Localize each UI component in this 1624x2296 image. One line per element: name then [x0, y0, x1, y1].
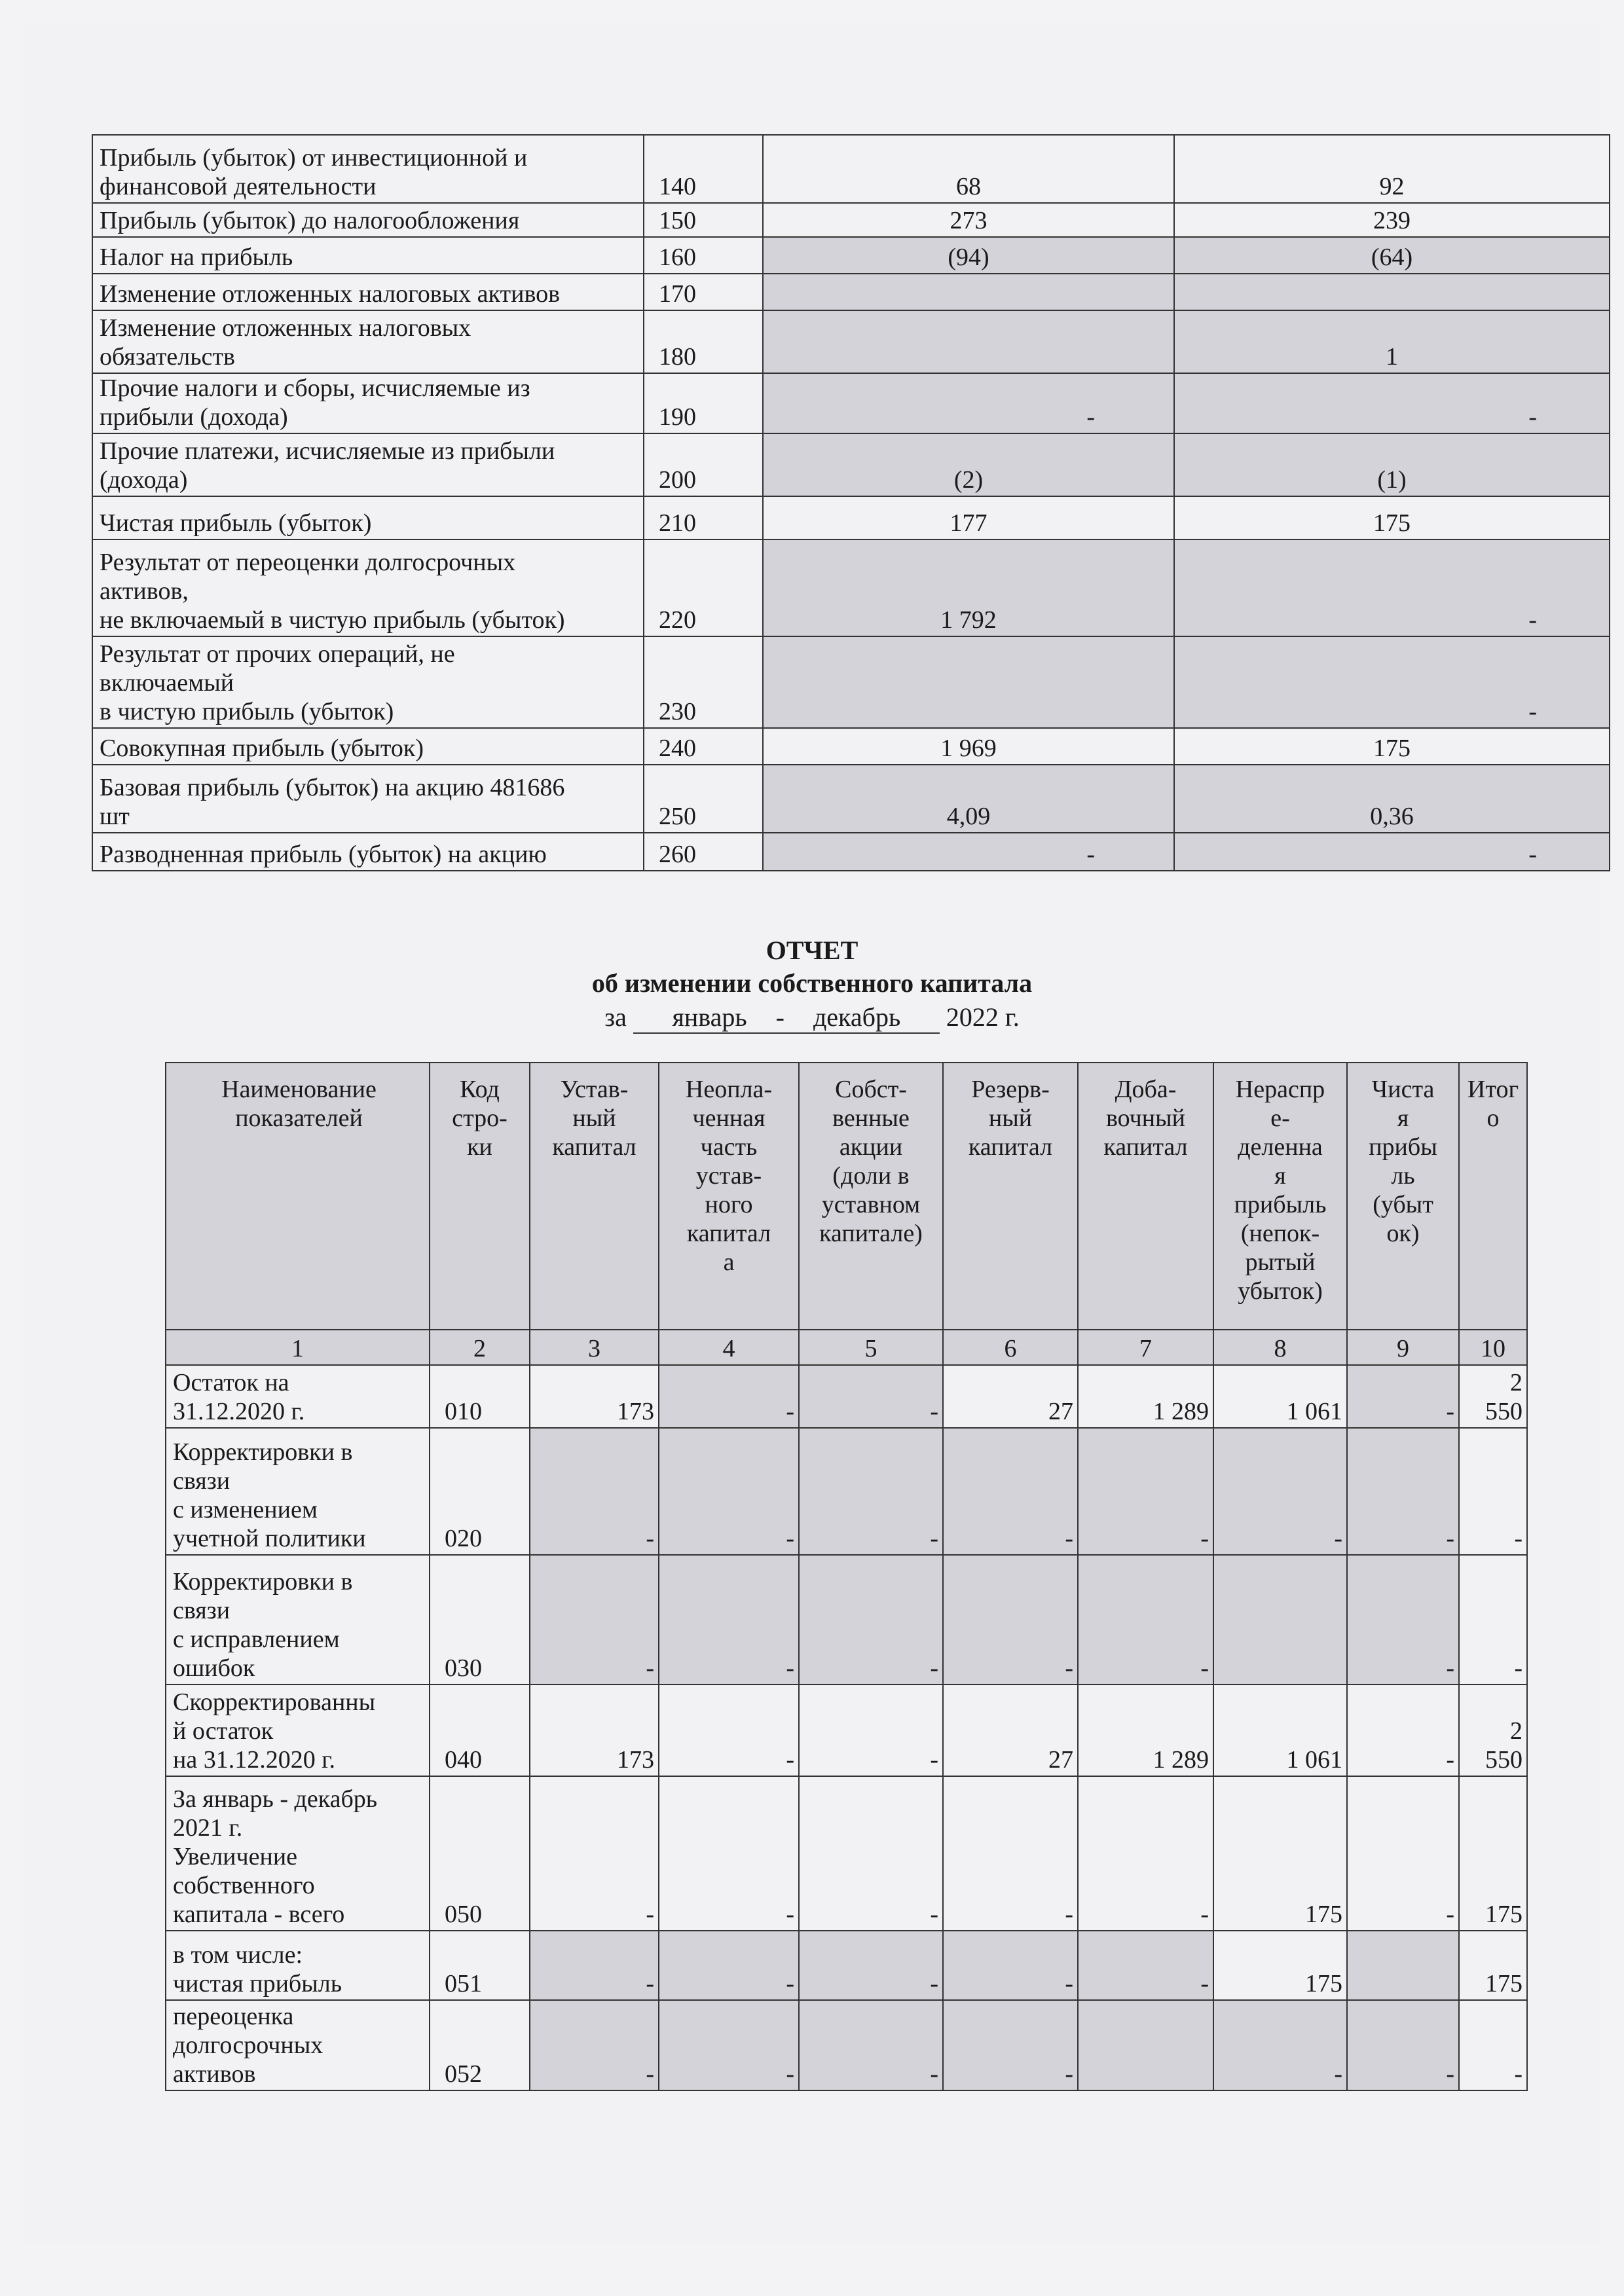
equity-row	[166, 1365, 1527, 1428]
row-value: -	[799, 1931, 943, 2000]
row-value: -	[799, 1776, 943, 1931]
row-value: -	[530, 1428, 659, 1555]
row-value: -	[943, 1428, 1078, 1555]
column-header: Наименование показателей	[166, 1063, 430, 1330]
row-value: -	[659, 1555, 799, 1685]
period-sep: -	[775, 1002, 784, 1032]
equity-header-row	[166, 1063, 1527, 1330]
income-row	[92, 833, 1610, 871]
row-name: Прибыль (убыток) от инвестиционной и финансовой деятельности	[92, 135, 644, 203]
value-previous-year: 0,36	[1174, 765, 1610, 833]
row-value: 175	[1213, 1776, 1347, 1931]
value-current-year	[763, 310, 1174, 373]
row-value: -	[1459, 1555, 1527, 1685]
income-row	[92, 373, 1610, 433]
row-value: 1 289	[1078, 1365, 1213, 1428]
row-code: 220	[644, 539, 763, 636]
column-number: 7	[1078, 1330, 1213, 1365]
income-row	[92, 496, 1610, 539]
column-number: 4	[659, 1330, 799, 1365]
row-value: -	[1459, 2000, 1527, 2090]
value-previous-year: 175	[1174, 728, 1610, 765]
row-value: -	[1213, 1428, 1347, 1555]
column-header: Устав- ный капитал	[530, 1063, 659, 1330]
row-value: -	[659, 2000, 799, 2090]
period-prefix: за	[604, 1002, 627, 1032]
row-name: Изменение отложенных налоговых активов	[92, 274, 644, 310]
period-to: декабрь	[813, 1002, 901, 1032]
income-row	[92, 728, 1610, 765]
row-value: -	[1347, 1776, 1459, 1931]
value-previous-year: 175	[1174, 496, 1610, 539]
row-value: 27	[943, 1685, 1078, 1776]
value-current-year: (2)	[763, 433, 1174, 496]
row-value: -	[943, 2000, 1078, 2090]
row-name: Результат от переоценки долгосрочных активов, не включаемый в чистую прибыль (убыток)	[92, 539, 644, 636]
row-name: Изменение отложенных налоговых обязательств	[92, 310, 644, 373]
equity-row	[166, 1685, 1527, 1776]
row-name: Остаток на 31.12.2020 г.	[166, 1365, 430, 1428]
column-header: Нераспр е- деленна я прибыль (непок- рытый убыток)	[1213, 1063, 1347, 1330]
column-header: Доба- вочный капитал	[1078, 1063, 1213, 1330]
row-value: -	[1078, 1555, 1213, 1685]
row-value: -	[659, 1365, 799, 1428]
row-value: -	[799, 1555, 943, 1685]
row-code: 260	[644, 833, 763, 871]
value-current-year: -	[763, 373, 1174, 433]
value-current-year	[763, 274, 1174, 310]
row-code: 010	[430, 1365, 530, 1428]
row-name: Прибыль (убыток) до налогообложения	[92, 203, 644, 237]
column-number: 9	[1347, 1330, 1459, 1365]
value-current-year: 4,09	[763, 765, 1174, 833]
row-name: в том числе: чистая прибыль	[166, 1931, 430, 2000]
row-code: 180	[644, 310, 763, 373]
row-value: -	[659, 1931, 799, 2000]
column-number: 8	[1213, 1330, 1347, 1365]
value-previous-year: 1	[1174, 310, 1610, 373]
equity-row	[166, 1428, 1527, 1555]
column-number: 6	[943, 1330, 1078, 1365]
value-current-year: 68	[763, 135, 1174, 203]
row-value: 173	[530, 1365, 659, 1428]
row-value: -	[1078, 1428, 1213, 1555]
equity-changes-table	[165, 1062, 1528, 2091]
row-value: -	[530, 1931, 659, 2000]
row-value: -	[799, 1428, 943, 1555]
period-suffix: 2022 г.	[946, 1002, 1020, 1032]
row-value: -	[659, 1428, 799, 1555]
column-header: Резерв- ный капитал	[943, 1063, 1078, 1330]
equity-column-numbers-row	[166, 1330, 1527, 1365]
row-value: -	[530, 1776, 659, 1931]
report-title: ОТЧЕТ	[766, 936, 858, 965]
row-name: переоценка долгосрочных активов	[166, 2000, 430, 2090]
column-header: Итог о	[1459, 1063, 1527, 1330]
row-value: -	[659, 1685, 799, 1776]
row-value: -	[1347, 1428, 1459, 1555]
row-value: 2 550	[1459, 1365, 1527, 1428]
row-name: Скорректированны й остаток на 31.12.2020 г.	[166, 1685, 430, 1776]
row-value: 27	[943, 1365, 1078, 1428]
row-value: -	[943, 1555, 1078, 1685]
value-previous-year: -	[1174, 636, 1610, 728]
row-value: 1 061	[1213, 1365, 1347, 1428]
row-code: 051	[430, 1931, 530, 2000]
row-value: -	[659, 1776, 799, 1931]
value-previous-year: (1)	[1174, 433, 1610, 496]
value-current-year: -	[763, 833, 1174, 871]
row-value: -	[1078, 1776, 1213, 1931]
row-value: 175	[1459, 1931, 1527, 2000]
value-previous-year: -	[1174, 373, 1610, 433]
report-subtitle: об изменении собственного капитала	[591, 968, 1033, 998]
row-value: 1 061	[1213, 1685, 1347, 1776]
income-row	[92, 237, 1610, 274]
row-code: 170	[644, 274, 763, 310]
row-value: -	[530, 2000, 659, 2090]
report-period	[0, 1002, 1624, 1034]
value-previous-year: 239	[1174, 203, 1610, 237]
income-row	[92, 310, 1610, 373]
row-name: Результат от прочих операций, не включаемый в чистую прибыль (убыток)	[92, 636, 644, 728]
row-value: 2 550	[1459, 1685, 1527, 1776]
value-current-year: 177	[763, 496, 1174, 539]
row-code: 052	[430, 2000, 530, 2090]
value-current-year: 1 792	[763, 539, 1174, 636]
row-code: 050	[430, 1776, 530, 1931]
row-name: Корректировки в связи с изменением учетной политики	[166, 1428, 430, 1555]
row-code: 190	[644, 373, 763, 433]
equity-row	[166, 1555, 1527, 1685]
column-number: 1	[166, 1330, 430, 1365]
value-previous-year: 92	[1174, 135, 1610, 203]
row-code: 150	[644, 203, 763, 237]
row-value: -	[1459, 1428, 1527, 1555]
column-number: 10	[1459, 1330, 1527, 1365]
value-previous-year: -	[1174, 539, 1610, 636]
row-name: Разводненная прибыль (убыток) на акцию	[92, 833, 644, 871]
row-value: -	[1347, 2000, 1459, 2090]
value-current-year: 1 969	[763, 728, 1174, 765]
row-value: -	[799, 1365, 943, 1428]
row-name: Налог на прибыль	[92, 237, 644, 274]
value-current-year	[763, 636, 1174, 728]
value-current-year: 273	[763, 203, 1174, 237]
value-previous-year	[1174, 274, 1610, 310]
column-number: 3	[530, 1330, 659, 1365]
row-value: -	[943, 1776, 1078, 1931]
row-value: -	[1078, 1931, 1213, 2000]
row-value: -	[1347, 1685, 1459, 1776]
row-value	[1347, 1931, 1459, 2000]
row-code: 230	[644, 636, 763, 728]
income-row	[92, 765, 1610, 833]
row-name: Прочие налоги и сборы, исчисляемые из прибыли (дохода)	[92, 373, 644, 433]
row-value: -	[799, 1685, 943, 1776]
income-row	[92, 433, 1610, 496]
income-statement-table	[92, 134, 1610, 871]
income-row	[92, 203, 1610, 237]
column-header: Чиста я прибы ль (убыт ок)	[1347, 1063, 1459, 1330]
row-value: -	[1347, 1555, 1459, 1685]
period-range	[633, 1002, 940, 1034]
equity-row	[166, 1931, 1527, 2000]
value-previous-year: -	[1174, 833, 1610, 871]
column-number: 2	[430, 1330, 530, 1365]
row-value: 173	[530, 1685, 659, 1776]
column-header: Код стро- ки	[430, 1063, 530, 1330]
row-name: Совокупная прибыль (убыток)	[92, 728, 644, 765]
row-value	[1213, 1555, 1347, 1685]
row-name: Корректировки в связи с исправлением ошибок	[166, 1555, 430, 1685]
row-name: За январь - декабрь 2021 г. Увеличение собственного капитала - всего	[166, 1776, 430, 1931]
row-code: 140	[644, 135, 763, 203]
column-header: Собст- венные акции (доли в уставном капитале)	[799, 1063, 943, 1330]
income-row	[92, 636, 1610, 728]
row-code: 210	[644, 496, 763, 539]
row-value: -	[530, 1555, 659, 1685]
period-from: январь	[672, 1002, 747, 1032]
row-value: -	[1213, 2000, 1347, 2090]
row-value: -	[1347, 1365, 1459, 1428]
row-value: 175	[1459, 1776, 1527, 1931]
row-value: -	[799, 2000, 943, 2090]
row-name: Чистая прибыль (убыток)	[92, 496, 644, 539]
income-row	[92, 135, 1610, 203]
row-name: Прочие платежи, исчисляемые из прибыли (дохода)	[92, 433, 644, 496]
row-value: -	[943, 1931, 1078, 2000]
row-name: Базовая прибыль (убыток) на акцию 481686 шт	[92, 765, 644, 833]
row-code: 250	[644, 765, 763, 833]
row-value: 1 289	[1078, 1685, 1213, 1776]
value-previous-year: (64)	[1174, 237, 1610, 274]
column-number: 5	[799, 1330, 943, 1365]
value-current-year: (94)	[763, 237, 1174, 274]
row-code: 040	[430, 1685, 530, 1776]
income-row	[92, 539, 1610, 636]
row-code: 160	[644, 237, 763, 274]
row-code: 030	[430, 1555, 530, 1685]
equity-row	[166, 1776, 1527, 1931]
row-value	[1078, 2000, 1213, 2090]
row-code: 240	[644, 728, 763, 765]
row-code: 200	[644, 433, 763, 496]
equity-row	[166, 2000, 1527, 2090]
row-value: 175	[1213, 1931, 1347, 2000]
income-row	[92, 274, 1610, 310]
row-code: 020	[430, 1428, 530, 1555]
column-header: Неопла- ченная часть устав- ного капитал а	[659, 1063, 799, 1330]
